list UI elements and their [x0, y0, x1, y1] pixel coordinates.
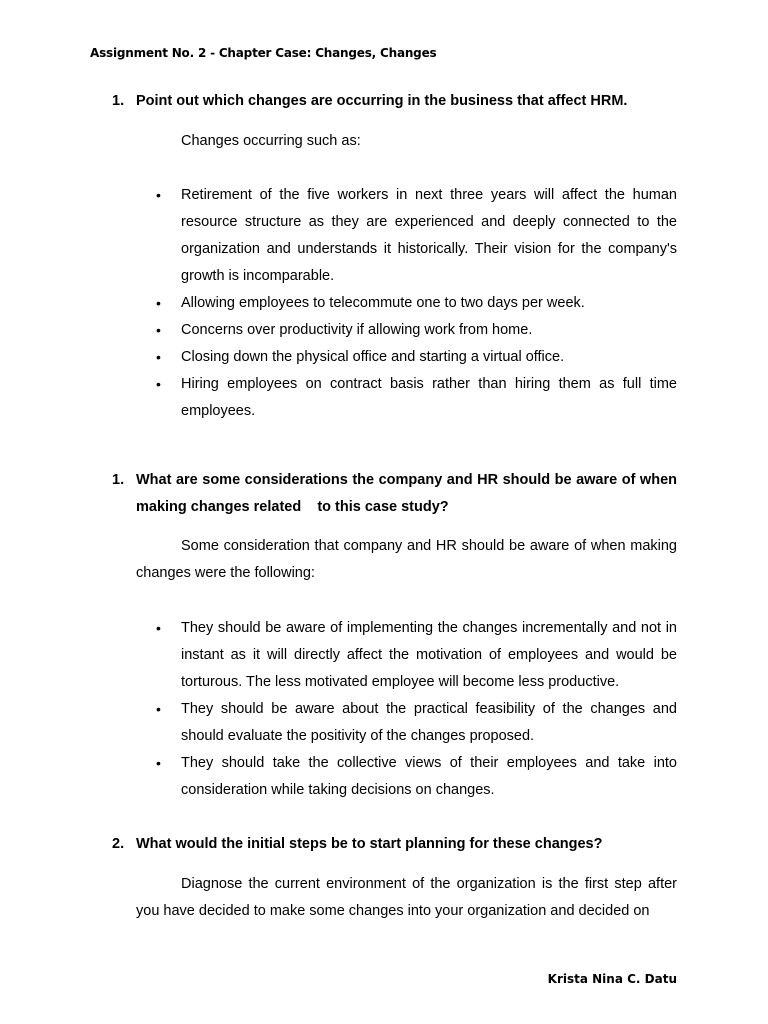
bullet-list [136, 615, 677, 804]
list-item-text: Concerns over productivity if allowing work from home. [181, 322, 533, 338]
bullet-icon: • [156, 295, 161, 311]
list-item [136, 371, 677, 425]
question-3 [112, 831, 677, 858]
section-intro [136, 533, 677, 587]
bullet-icon: • [156, 376, 161, 392]
bullet-list [136, 182, 677, 425]
question-number: 1. [112, 93, 125, 109]
question-text: Point out which changes are occurring in the business that affect HRM. [136, 93, 628, 109]
list-item [136, 317, 677, 344]
question-2 [112, 467, 682, 521]
section-intro: Changes occurring such as: [181, 133, 361, 149]
document-footer-author: Krista Nina C. Datu [547, 972, 677, 986]
list-item-text: Hiring employees on contract basis rather than hiring them as full time employees. [181, 376, 677, 419]
question-text: What are some considerations the company and HR should be aware of when making changes related to this case study? [136, 472, 682, 515]
section-intro-text: Some consideration that company and HR should be aware of when making changes were the following: [136, 538, 677, 581]
bullet-icon: • [156, 755, 161, 771]
list-item [136, 290, 677, 317]
bullet-icon: • [156, 620, 161, 636]
list-item-text: Closing down the physical office and starting a virtual office. [181, 349, 565, 365]
question-text: What would the initial steps be to start planning for these changes? [136, 836, 603, 852]
list-item [136, 182, 677, 290]
list-item-text: Retirement of the five workers in next three years will affect the human resource structure as they are experienced and deeply connected to the organization and understands it historically. Their vision for the company's growth is incomparable. [181, 187, 677, 284]
question-number: 2. [112, 836, 125, 852]
question-1 [112, 88, 677, 115]
list-item-text: They should be aware of implementing the changes incrementally and not in instant as it will directly affect the motivation of employees and would be torturous. The less motivated employee will become less productive. [181, 620, 677, 690]
list-item [136, 696, 677, 750]
bullet-icon: • [156, 187, 161, 203]
list-item-text: They should be aware about the practical feasibility of the changes and should evaluate the positivity of the changes proposed. [181, 701, 677, 744]
list-item-text: They should take the collective views of their employees and take into consideration while taking decisions on changes. [181, 755, 677, 798]
bullet-icon: • [156, 701, 161, 717]
list-item [136, 750, 677, 804]
question-number: 1. [112, 472, 125, 488]
list-item-text: Allowing employees to telecommute one to two days per week. [181, 295, 585, 311]
list-item [136, 615, 677, 696]
list-item [136, 344, 677, 371]
answer-paragraph [136, 871, 677, 925]
bullet-icon: • [156, 349, 161, 365]
document-header-title: Assignment No. 2 - Chapter Case: Changes, Changes [90, 46, 437, 60]
answer-paragraph-text: Diagnose the current environment of the organization is the first step after you have decided to make some changes into your organization and decided on [136, 876, 677, 919]
bullet-icon: • [156, 322, 161, 338]
